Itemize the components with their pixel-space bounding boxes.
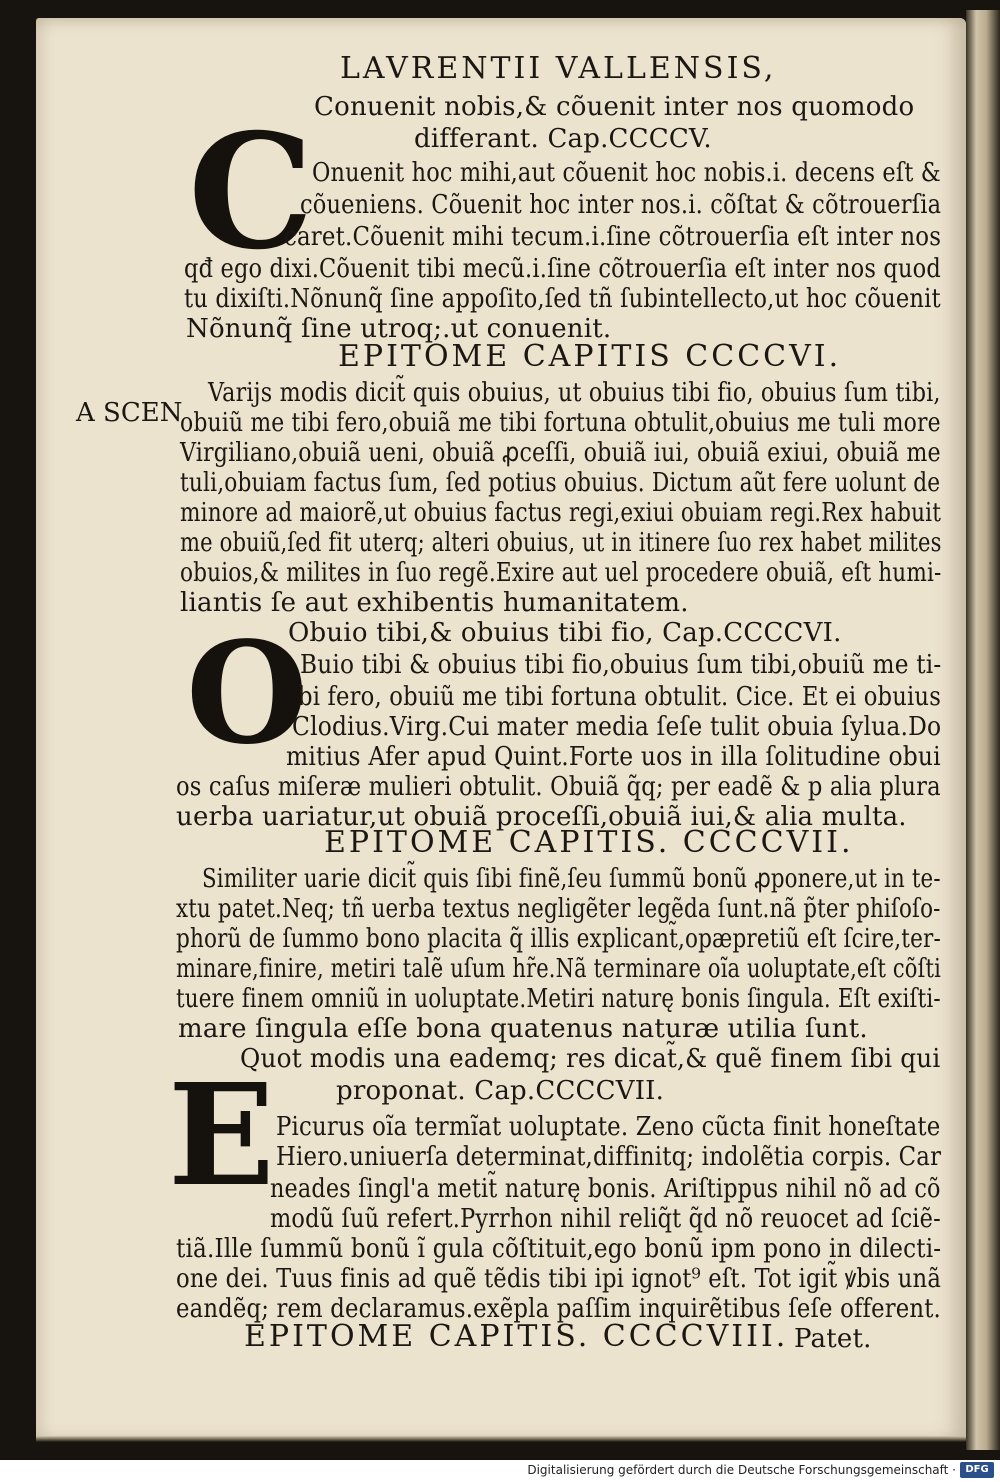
body-line: tiã.Ille ſummũ bonũ ĩ gula cõſtituit,ego bonũ ipm pono in dilecti- — [176, 1234, 942, 1264]
body-line: qđ ego dixi.Cõuenit tibi mecũ.i.ſine cõtrouerſia eſt inter nos quod — [184, 254, 941, 284]
body-line: obuiũ me tibi fero,obuiã me tibi fortuna obtulit,obuius me tuli more — [180, 408, 941, 438]
drop-cap-c: C — [188, 100, 314, 285]
book-gutter — [966, 10, 1000, 1450]
trailer-text: Patet. — [794, 1324, 872, 1354]
page-bottom-edge — [36, 1436, 966, 1442]
body-line: tu dixiſti.Nõnunq̃ ſine appoſito,ſed tñ ſubintellecto,ut hoc cõuenit — [184, 284, 941, 314]
margin-note: A SCEN — [76, 398, 183, 428]
drop-cap-o: O — [186, 612, 308, 776]
epitome-heading-406: EPITOME CAPITIS CCCCVI. — [338, 339, 842, 374]
body-line: eandẽq; rem declaramus.exẽpla paſſim inquirẽtibus ſeſe offerent. — [176, 1294, 941, 1324]
body-line: liantis ſe aut exhibentis humanitatem. — [180, 588, 689, 618]
body-line: bi fero, obuiũ me tibi fortuna obtulit. Cice. Et ei obuius — [298, 682, 942, 712]
body-line: phorũ de ſummo bono placita q̃ illis explicant̃,opæpretiũ eſt ſcire,ter- — [176, 924, 941, 954]
body-line: minare,finire, metiri talẽ uſum hr̃e.Nã terminare oĩa uoluptate,eſt cõſti — [176, 954, 941, 984]
body-line: cõueniens. Cõuenit hoc inter nos.i. cõſtat & cõtrouerſia — [300, 190, 942, 220]
body-line: Virgiliano,obuiã ueni, obuiã ꝓceſſi, obuiã iui, obuiã exiui, obuiã me — [180, 438, 941, 468]
body-line: caret.Cõuenit mihi tecum.i.ſine cõtrouerſia eſt inter nos — [284, 222, 942, 252]
body-line: mare ſingula eſſe bona quatenus naturæ utilia ſunt. — [178, 1014, 868, 1044]
body-line: neades ſingl'a metit̃ naturę bonis. Ariſtippus nihil nõ ad cõ — [270, 1174, 941, 1204]
funding-credit: Digitalisierung gefördert durch die Deutsche Forschungsgemeinschaft · — [527, 1463, 956, 1477]
body-line: os caſus miſeræ mulieri obtulit. Obuiã q̃q; per eadẽ & p alia plura — [176, 772, 941, 802]
book-page — [36, 18, 966, 1442]
chapter-heading-407-line1: Quot modis una eademq; res dicat̃,& quẽ finem ſibi qui — [240, 1044, 941, 1074]
body-line: Clodius.Virg.Cui mater media ſeſe tulit obuia ſylua.Do — [292, 712, 942, 742]
body-line: one dei. Tuus finis ad quẽ tẽdis tibi ipi ignot⁹ eſt. Tot igit̃ ꝟbis unã — [176, 1264, 942, 1294]
body-line: uerba uariatur,ut obuiã proceſſi,obuiã iui,& alia multa. — [176, 802, 907, 832]
body-line: Nõnunq̃ ſine utroq;.ut conuenit. — [186, 314, 612, 344]
body-line: Onuenit hoc mihi,aut cõuenit hoc nobis.i. decens eſt & — [312, 158, 941, 188]
running-title: LAVRENTII VALLENSIS, — [340, 51, 777, 86]
chapter-heading-407-line2: proponat. Cap.CCCCVII. — [336, 1076, 665, 1106]
body-line: Hiero.uniuerſa determinat,diffinitq; indolẽtia corpis. Car — [276, 1142, 942, 1172]
body-line: xtu patet.Neq; tñ uerba textus negligẽter legẽda ſunt.nã p̃ter phiſoſo- — [176, 894, 941, 924]
body-line: minore ad maiorẽ,ut obuius factus regi,exiui obuiam regi.Rex habuit — [180, 498, 942, 528]
body-line: me obuiũ,ſed fit uterq; alteri obuius, ut in itinere ſuo rex habet milites — [180, 528, 942, 558]
body-line: Similiter uarie dicit̃ quis ſibi finẽ,ſeu ſummũ bonũ ꝓponere,ut in te- — [202, 864, 941, 894]
body-line: mitius Afer apud Quint.Forte uos in illa ſolitudine obui — [286, 742, 941, 772]
chapter-heading-406: Obuio tibi,& obuius tibi fio, Cap.CCCCVI. — [288, 618, 842, 648]
body-line: tuere finem omniũ in uoluptate.Metiri naturę bonis ſingula. Eſt exiſti- — [176, 984, 941, 1014]
body-line: Varijs modis dicit̃ quis obuius, ut obuius tibi fio, obuius ſum tibi, — [208, 378, 941, 408]
drop-cap-e: E — [168, 1054, 275, 1218]
epitome-heading-407: EPITOME CAPITIS. CCCCVII. — [324, 825, 854, 860]
body-line: tuli,obuiam factus ſum, ſed potius obuius. Dictum aũt fere uolunt de — [180, 468, 941, 498]
body-line: Picurus oĩa termĩat uoluptate. Zeno cũcta finit honeſtate — [276, 1112, 941, 1142]
body-line: Buio tibi & obuius tibi fio,obuius ſum tibi,obuiũ me ti- — [300, 650, 942, 680]
chapter-heading-405-line1: Conuenit nobis,& cõuenit inter nos quomodo — [314, 92, 915, 122]
epitome-heading-408: EPITOME CAPITIS. CCCCVIII. — [244, 1319, 789, 1354]
body-line: modũ ſuũ refert.Pyrrhon nihil reliq̃t q̃d nõ reuocet ad ſciẽ- — [270, 1204, 941, 1234]
body-line: obuios,& milites in ſuo regẽ.Exire aut uel procedere obuiã, eſt humi- — [180, 558, 942, 588]
footer-bar — [0, 1460, 1000, 1482]
dfg-logo[interactable]: DFG — [960, 1462, 994, 1478]
chapter-heading-405-line2: differant. Cap.CCCCV. — [414, 124, 712, 154]
